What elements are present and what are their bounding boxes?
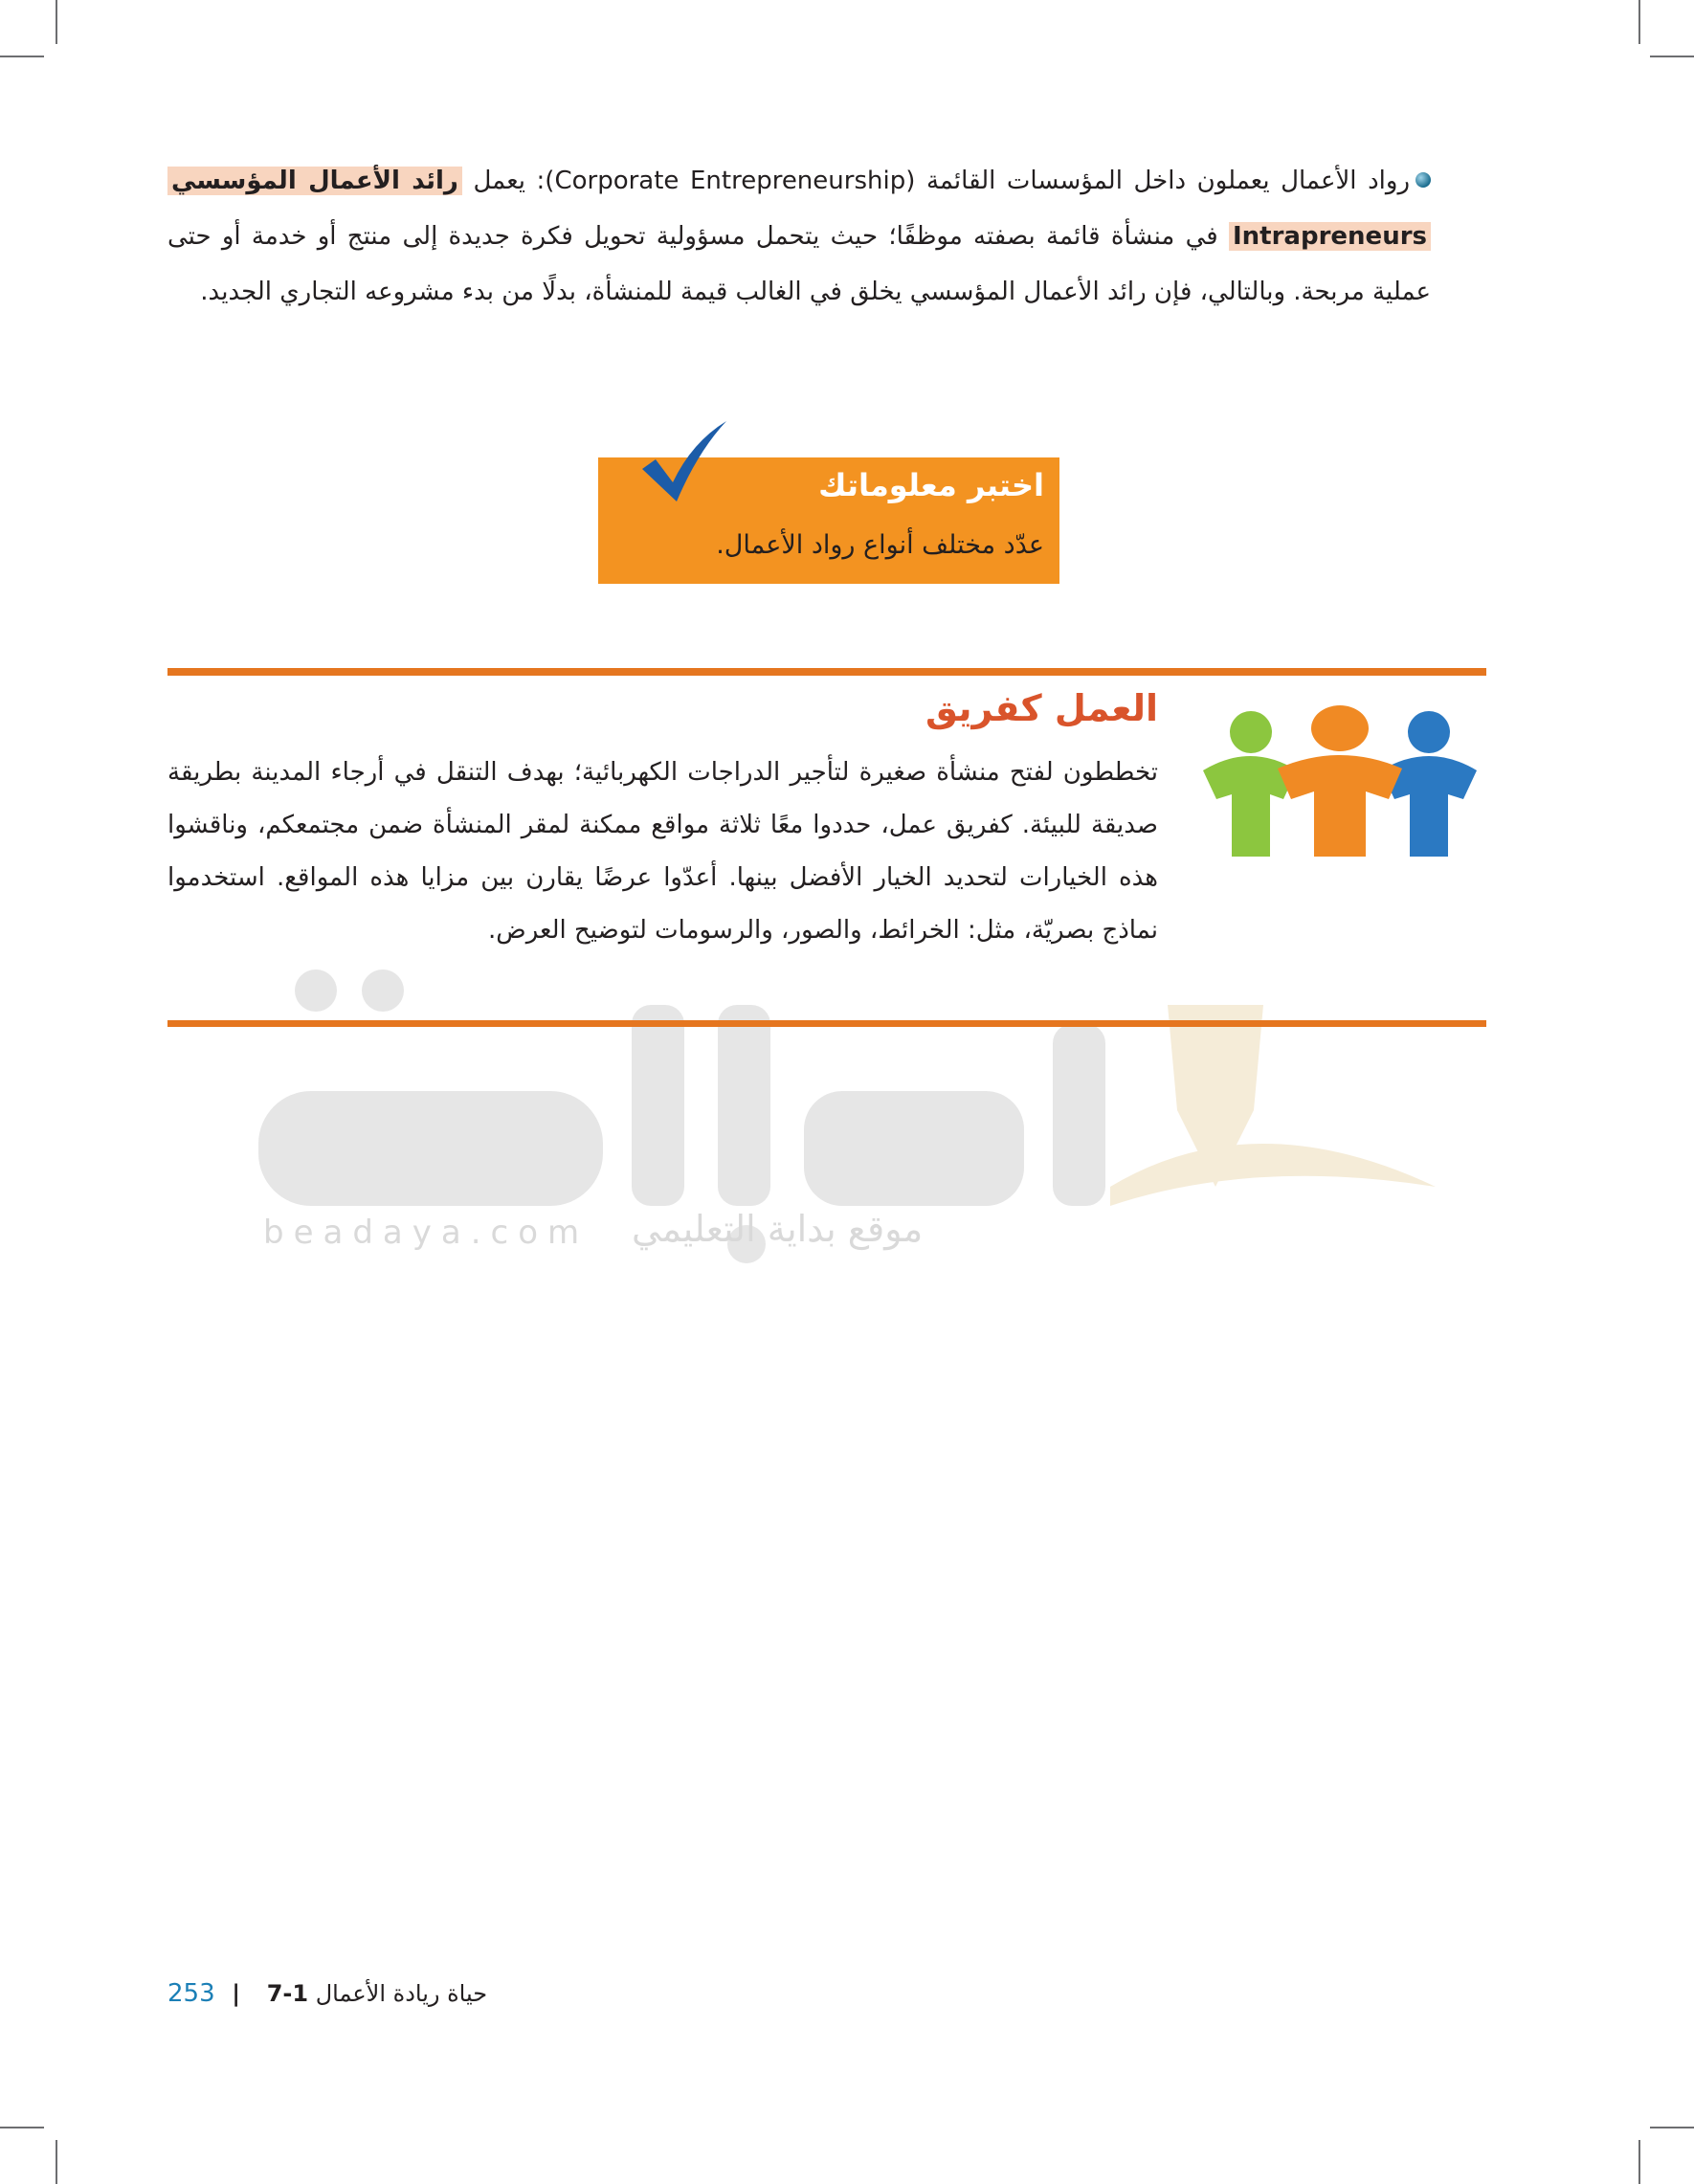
bullet-icon [1415,172,1431,188]
crop-mark [1650,56,1694,57]
paragraph-connector: : يعمل [473,167,546,195]
pen-nib-icon [1110,1005,1436,1206]
watermark-tagline: موقع بداية التعليمي [632,1208,924,1250]
intrapreneurs-paragraph [167,153,1431,320]
page-number: 253 [167,1979,215,2008]
crop-mark [56,2140,57,2184]
crop-mark [0,2127,44,2128]
footer-title: حياة ريادة الأعمال [315,1980,488,2007]
watermark-url: beadaya.com [263,1214,590,1252]
highlight-term-en: Intrapreneurs [1229,222,1431,251]
check-icon [638,419,730,505]
section-rule-bottom [167,1020,1486,1027]
paragraph-body: في منشأة قائمة بصفته موظفًا؛ حيث يتحمل مسؤولية تحويل فكرة جديدة إلى منتج أو خدمة أو حتى عملية مربحة. وبالتالي، فإن رائد الأعمال المؤسسي يخلق في الغالب قيمة للمنشأة، بدلًا من بدء مشروعه التجاري الجديد. [167,222,1431,306]
paragraph-lead: رواد الأعمال يعملون داخل المؤسسات القائمة [925,167,1411,195]
check-knowledge-box [598,457,1059,584]
page-footer [167,1979,487,2008]
teamwork-title: العمل كفريق [925,687,1158,729]
crop-mark [1638,0,1640,44]
crop-mark [1638,2140,1640,2184]
teamwork-text: تخططون لفتح منشأة صغيرة لتأجير الدراجات الكهربائية؛ بهدف التنقل في أرجاء المدينة بطريقة صديقة للبيئة. كفريق عمل، حددوا معًا ثلاثة مواقع ممكنة لمقر المنشأة ضمن مجتمعكم، وناقشوا هذه الخيارات لتحديد الخيار الأفضل بينها. أعدّوا عرضًا يقارن بين مزايا هذه المواقع. استخدموا نماذج بصريّة، مثل: الخرائط، والصور، والرسومات لتوضيح العرض. [167,758,1158,945]
crop-mark [1650,2127,1694,2128]
quiz-question: عدّد مختلف أنواع رواد الأعمال. [716,530,1044,560]
english-term: (Corporate Entrepreneurship) [545,167,916,195]
team-people-icon [1201,703,1479,861]
section-rule-top [167,668,1486,676]
footer-separator: | [232,1980,241,2007]
chapter-number: 1-7 [266,1980,309,2007]
quiz-title: اختبر معلوماتك [818,467,1044,503]
highlight-term-ar: رائد الأعمال المؤسسي [167,167,462,195]
crop-mark [56,0,57,44]
crop-mark [0,56,44,57]
